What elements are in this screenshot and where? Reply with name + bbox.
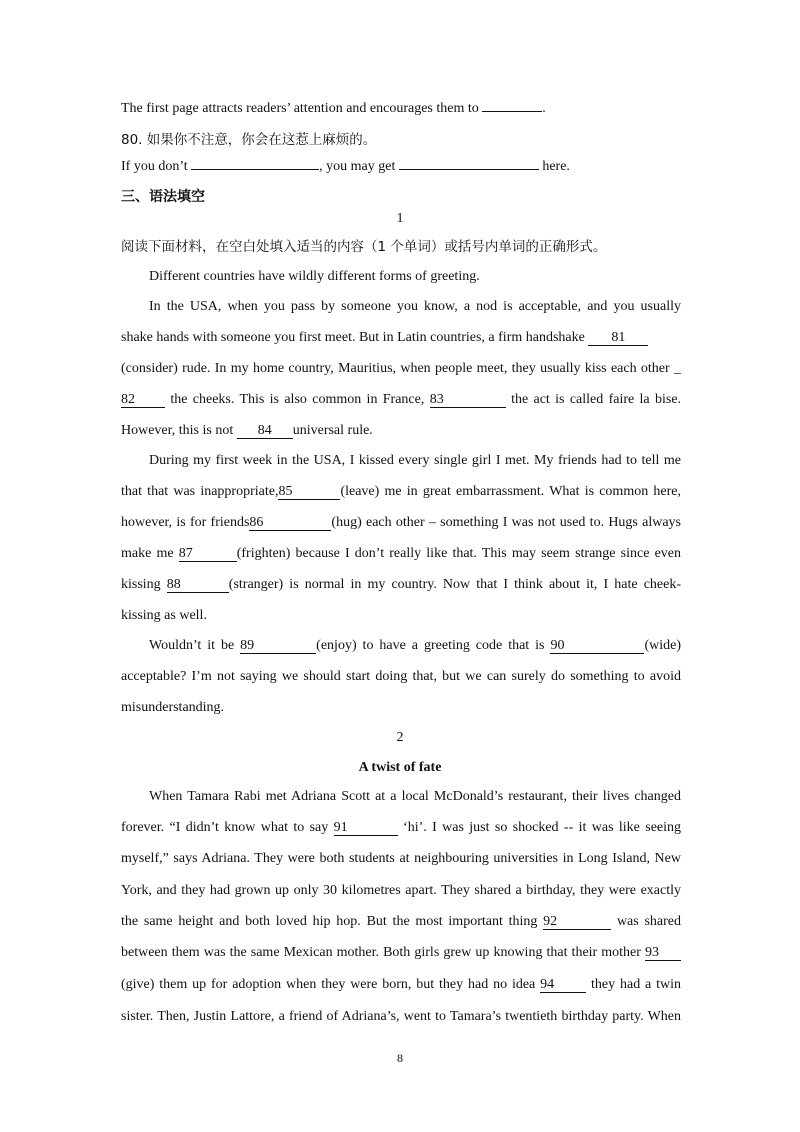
- part-number-2: 2: [396, 730, 404, 745]
- blank-88: 88: [167, 577, 229, 593]
- blank-90: 90: [550, 638, 644, 654]
- blank-94: 94: [540, 977, 586, 993]
- passage1-line-8: that that was inappropriate,85 (leave) me in great embarrassment. What is common here,: [121, 484, 681, 499]
- passage1-line-12: kissing as well.: [121, 608, 207, 623]
- passage1-line-6: However, this is not 84 universal rule.: [121, 423, 373, 438]
- instruction: 阅读下面材料，在空白处填入适当的内容（1 个单词）或括号内单词的正确形式。: [121, 239, 607, 255]
- line-first-page: The first page attracts readers’ attention and encourages them to .: [121, 101, 546, 116]
- answer-blank: [482, 111, 542, 112]
- passage2-line-7: (give) them up for adoption when they were born, but they had no idea 94 they had a twin: [121, 977, 682, 992]
- answer-blank: [191, 169, 319, 170]
- passage1-line-5: 82 the cheeks. This is also common in France, 83 the act is called faire la bise.: [121, 392, 682, 407]
- passage2-line-3: myself,” says Adriana. They were both students at neighbouring universities in Long Island, New: [121, 851, 681, 866]
- passage1-line-11: kissing 88 (stranger) is normal in my country. Now that I think about it, I hate cheek-: [121, 577, 682, 592]
- blank-85: 85: [278, 484, 340, 500]
- blank-81: 81: [588, 330, 648, 346]
- passage1-line-3: shake hands with someone you first meet. But in Latin countries, a firm handshake 81: [121, 329, 681, 347]
- page-number: 8: [397, 1051, 403, 1065]
- passage2-line-2: forever. “I didn’t know what to say 91 ‘hi’. I was just so shocked -- it was like seeing: [121, 820, 682, 835]
- part-number-1: 1: [396, 211, 404, 226]
- passage1-line-15: misunderstanding.: [121, 700, 225, 715]
- passage1-line-14: acceptable? I’m not saying we should start doing that, but we can surely do something to avoid: [121, 669, 681, 684]
- blank-92: 92: [543, 914, 611, 930]
- passage2-title: A twist of fate: [358, 760, 442, 775]
- blank-82: 82: [121, 392, 165, 408]
- passage2-line-5: the same height and both loved hip hop. But the most important thing 92 was shared: [121, 914, 682, 929]
- blank-86: 86: [249, 515, 331, 531]
- section-heading: 三、语法填空: [121, 189, 205, 205]
- blank-83: 83: [430, 392, 506, 408]
- blank-93: 93: [645, 945, 681, 961]
- question-80: 80. 如果你不注意，你会在这惹上麻烦的。: [121, 132, 377, 148]
- passage1-line-7: During my first week in the USA, I kissed every single girl I met. My friends had to tell me: [149, 453, 681, 468]
- answer-blank: [399, 169, 539, 170]
- line-if-you-dont: If you don’t , you may get here.: [121, 159, 570, 174]
- blank-84: 84: [237, 423, 293, 439]
- passage2-line-1: When Tamara Rabi met Adriana Scott at a local McDonald’s restaurant, their lives changed: [149, 789, 681, 804]
- blank-89: 89: [240, 638, 316, 654]
- passage1-line-4: (consider) rude. In my home country, Mauritius, when people meet, they usually kiss each other _: [121, 361, 682, 376]
- passage2-line-6: between them was the same Mexican mother. Both girls grew up knowing that their mother 93: [121, 944, 681, 962]
- passage2-line-4: York, and they had grown up only 30 kilometres apart. They shared a birthday, they were exactly: [121, 883, 681, 898]
- passage1-line-9: however, is for friends86 (hug) each other – something I was not used to. Hugs always: [121, 515, 681, 530]
- passage1-line-1: Different countries have wildly different forms of greeting.: [149, 269, 480, 284]
- passage1-line-2: In the USA, when you pass by someone you know, a nod is acceptable, and you usually: [149, 299, 681, 314]
- blank-87: 87: [179, 546, 237, 562]
- blank-91: 91: [334, 820, 398, 836]
- passage2-line-8: sister. Then, Justin Lattore, a friend of Adriana’s, went to Tamara’s twentieth birthday party. When: [121, 1009, 681, 1024]
- passage1-line-13: Wouldn’t it be 89 (enjoy) to have a greeting code that is 90 (wide): [149, 638, 682, 653]
- passage1-line-10: make me 87 (frighten) because I don’t really like that. This may seem strange since even: [121, 546, 681, 561]
